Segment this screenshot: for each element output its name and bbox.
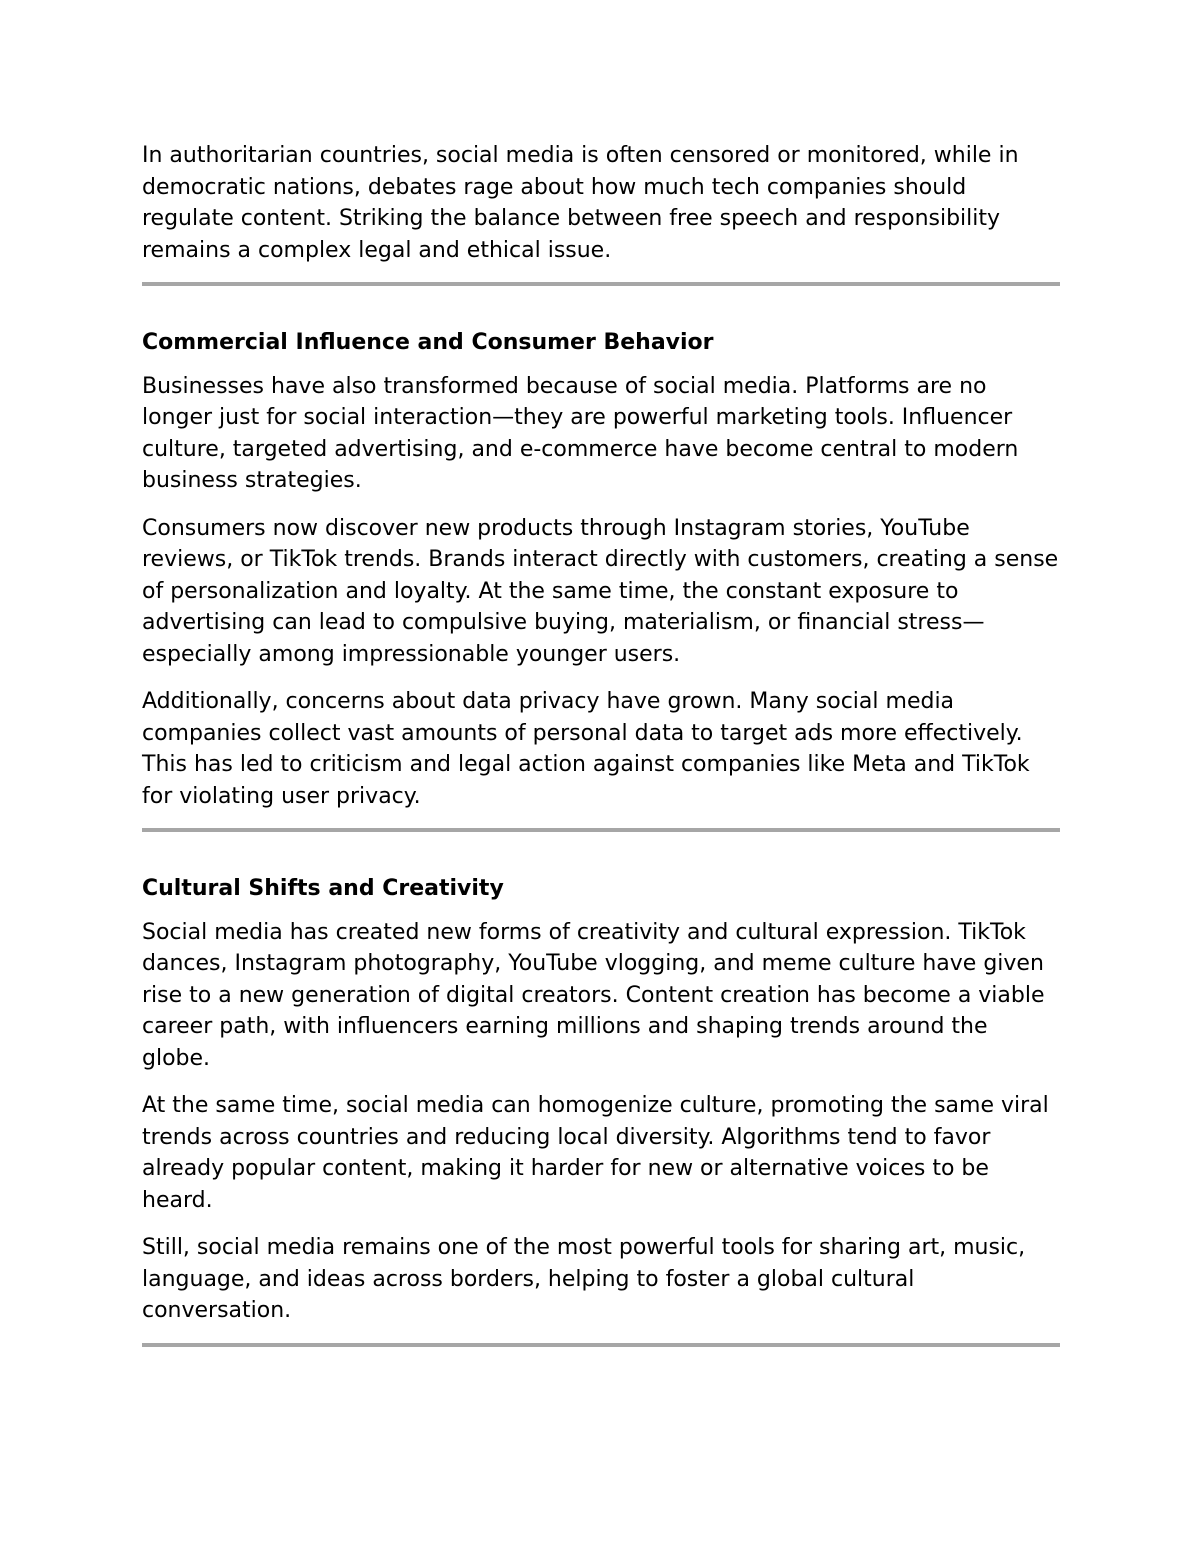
- section-divider: [142, 828, 1060, 832]
- section-paragraph: Still, social media remains one of the most powerful tools for sharing art, music, language, and ideas across borders, helping to foster a global cultural conversation.: [142, 1235, 1026, 1323]
- section-divider: [142, 282, 1060, 286]
- intro-paragraph: In authoritarian countries, social media is often censored or monitored, while in democratic nations, debates rage about how much tech companies should regulate content. Striking the balance between free speech and responsibility remains a complex legal and ethical issue.: [142, 143, 1019, 263]
- section-paragraph: Businesses have also transformed because of social media. Platforms are no longer just for social interaction—they are powerful marketing tools. Influencer culture, targeted advertising, and e-commerce have become central to modern business strategies.: [142, 373, 1019, 493]
- section-heading: Cultural Shifts and Creativity: [142, 876, 504, 901]
- section-divider: [142, 1343, 1060, 1347]
- section-cultural-shifts: [142, 873, 1060, 1347]
- section-heading: Commercial Influence and Consumer Behavior: [142, 330, 714, 355]
- section-paragraph: Consumers now discover new products through Instagram stories, YouTube reviews, or TikTok trends. Brands interact directly with customers, creating a sense of personalization and loyalty. At the same time, the constant exposure to advertising can lead to compulsive buying, materialism, or financial stress—especially among impressionable younger users.: [142, 515, 1059, 667]
- section-paragraph: At the same time, social media can homogenize culture, promoting the same viral trends across countries and reducing local diversity. Algorithms tend to favor already popular content, making it harder for new or alternative voices to be heard.: [142, 1093, 1049, 1213]
- section-paragraph: Additionally, concerns about data privacy have grown. Many social media companies collect vast amounts of personal data to target ads more effectively. This has led to criticism and legal action against companies like Meta and TikTok for violating user privacy.: [142, 689, 1030, 809]
- section-commercial-influence: [142, 327, 1060, 832]
- section-paragraph: Social media has created new forms of creativity and cultural expression. TikTok dances, Instagram photography, YouTube vlogging, and meme culture have given rise to a new generation of digital creators. Content creation has become a viable career path, with influencers earning millions and shaping trends around the globe.: [142, 919, 1045, 1071]
- document-page: [142, 140, 1060, 1388]
